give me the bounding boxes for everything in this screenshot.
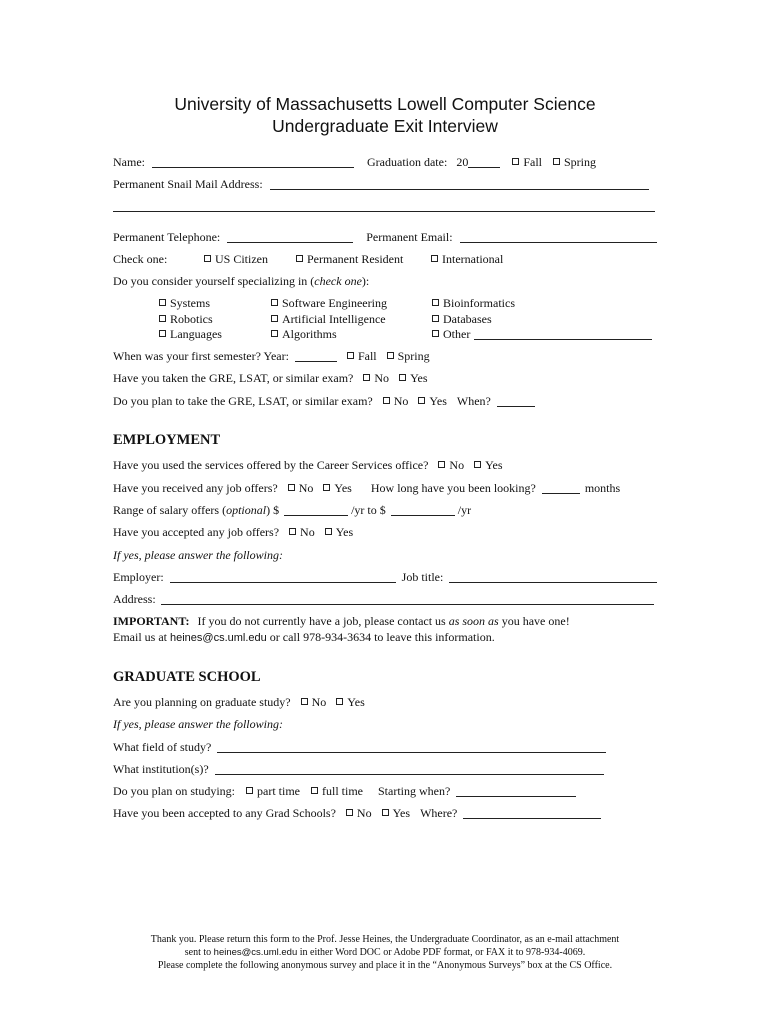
- international-option[interactable]: International: [431, 252, 503, 266]
- part-time-option[interactable]: part time: [246, 784, 300, 798]
- checkbox-icon[interactable]: [271, 315, 278, 322]
- permanent-resident-option[interactable]: Permanent Resident: [296, 252, 403, 266]
- field-of-study-field[interactable]: [217, 741, 606, 753]
- spec-algorithms[interactable]: Algorithms: [271, 327, 337, 341]
- checkbox-icon[interactable]: [346, 809, 353, 816]
- employer-address-row: Address:: [113, 592, 654, 606]
- address-row: [113, 177, 649, 191]
- grad-date-label: Graduation date:: [367, 155, 448, 169]
- checkbox-icon[interactable]: [347, 352, 354, 359]
- salary-min-field[interactable]: [284, 504, 348, 516]
- where-label: Where?: [420, 806, 458, 820]
- check-one-label: Check one:: [113, 252, 168, 266]
- job-title-field[interactable]: [449, 571, 657, 583]
- checkbox-icon[interactable]: [246, 787, 253, 794]
- name-label: Name:: [113, 155, 145, 169]
- institution-field[interactable]: [215, 763, 604, 775]
- checkbox-icon[interactable]: [432, 315, 439, 322]
- checkbox-icon[interactable]: [296, 255, 303, 262]
- first-semester-fall[interactable]: Fall: [347, 349, 377, 363]
- gre-taken-row: Have you taken the GRE, LSAT, or similar exam? No Yes: [113, 371, 428, 385]
- footer-line2: sent to heines@cs.uml.edu in either Word DOC or Adobe PDF format, or FAX it to 978-934-4069.: [184, 947, 586, 958]
- accepted-offers-yes[interactable]: Yes: [325, 525, 353, 539]
- checkbox-icon[interactable]: [159, 330, 166, 337]
- us-citizen-option[interactable]: US Citizen: [204, 252, 268, 266]
- employer-field[interactable]: [170, 571, 396, 583]
- name-field[interactable]: [152, 156, 354, 168]
- checkbox-icon[interactable]: [432, 330, 439, 337]
- full-time-option[interactable]: full time: [311, 784, 363, 798]
- spec-other-field[interactable]: [474, 328, 652, 340]
- grad-year-prefix: 20: [456, 155, 469, 169]
- first-semester-spring[interactable]: Spring: [387, 349, 430, 363]
- job-offers-yes[interactable]: Yes: [323, 481, 351, 495]
- grad-if-yes: If yes, please answer the following:: [113, 717, 283, 731]
- telephone-field[interactable]: [227, 231, 353, 243]
- checkbox-icon[interactable]: [204, 255, 211, 262]
- spec-robotics[interactable]: Robotics: [159, 312, 213, 326]
- grad-planning-row: Are you planning on graduate study? No Yes: [113, 695, 365, 709]
- checkbox-icon[interactable]: [323, 484, 330, 491]
- gre-plan-row: Do you plan to take the GRE, LSAT, or similar exam? No Yes When?: [113, 394, 535, 408]
- salary-row: Range of salary offers (optional) $ /yr to $ /yr: [113, 503, 472, 517]
- checkbox-icon[interactable]: [288, 484, 295, 491]
- checkbox-icon[interactable]: [474, 461, 481, 468]
- form-title-line1: University of Massachusetts Lowell Computer Science: [174, 94, 596, 114]
- telephone-label: Permanent Telephone:: [113, 230, 221, 244]
- grad-planning-no[interactable]: No: [301, 695, 327, 709]
- gre-plan-yes[interactable]: Yes: [418, 394, 446, 408]
- grad-spring-option[interactable]: Spring: [553, 155, 596, 169]
- job-offers-no[interactable]: No: [288, 481, 314, 495]
- checkbox-icon[interactable]: [301, 698, 308, 705]
- starting-label: Starting when?: [377, 784, 451, 798]
- checkbox-icon[interactable]: [387, 352, 394, 359]
- grad-planning-yes[interactable]: Yes: [336, 695, 364, 709]
- checkbox-icon[interactable]: [432, 299, 439, 306]
- footer-line3: Please complete the following anonymous survey and place it in the “Anonymous Surveys” box at the CS Office.: [157, 960, 613, 971]
- first-semester-row: When was your first semester? Year: Fall Spring: [113, 349, 430, 363]
- spec-software-engineering[interactable]: Software Engineering: [271, 296, 387, 310]
- checkbox-icon[interactable]: [553, 158, 560, 165]
- starting-field[interactable]: [456, 785, 576, 797]
- grad-fall-option[interactable]: Fall: [512, 155, 542, 169]
- spec-languages[interactable]: Languages: [159, 327, 222, 341]
- employer-row: Employer: Job title:: [113, 570, 657, 584]
- job-offers-row: Have you received any job offers? No Yes How long have you been looking? months: [113, 481, 621, 495]
- accepted-offers-no[interactable]: No: [289, 525, 315, 539]
- where-field[interactable]: [463, 807, 601, 819]
- grad-accepted-row: Have you been accepted to any Grad Schools? No Yes Where?: [113, 806, 601, 820]
- checkbox-icon[interactable]: [382, 809, 389, 816]
- first-semester-year-field[interactable]: [295, 350, 337, 362]
- checkbox-icon[interactable]: [159, 315, 166, 322]
- checkbox-icon[interactable]: [363, 374, 370, 381]
- how-long-label: How long have you been looking?: [370, 481, 536, 495]
- grad-accepted-yes[interactable]: Yes: [382, 806, 410, 820]
- footer-email-link[interactable]: heines@cs.uml.edu: [213, 947, 298, 958]
- grad-year-field[interactable]: [468, 156, 500, 168]
- specializing-question: Do you consider yourself specializing in (check one):: [113, 274, 370, 288]
- career-services-no[interactable]: No: [438, 458, 464, 472]
- employment-heading: EMPLOYMENT: [113, 432, 221, 448]
- form-title-line2: Undergraduate Exit Interview: [272, 116, 498, 136]
- checkbox-icon[interactable]: [271, 330, 278, 337]
- address-field-line2[interactable]: [113, 211, 655, 212]
- checkbox-icon[interactable]: [399, 374, 406, 381]
- spec-bioinformatics[interactable]: Bioinformatics: [432, 296, 515, 310]
- spec-artificial-intelligence[interactable]: Artificial Intelligence: [271, 312, 386, 326]
- checkbox-icon[interactable]: [325, 528, 332, 535]
- checkbox-icon[interactable]: [383, 397, 390, 404]
- footer-line1: Thank you. Please return this form to the Prof. Jesse Heines, the Undergraduate Coordinator, as an e-mail attachment: [150, 934, 620, 945]
- salary-max-field[interactable]: [391, 504, 455, 516]
- checkbox-icon[interactable]: [159, 299, 166, 306]
- spec-databases[interactable]: Databases: [432, 312, 492, 326]
- institution-row: What institution(s)?: [113, 762, 604, 776]
- grad-accepted-no[interactable]: No: [346, 806, 372, 820]
- email-link[interactable]: heines@cs.uml.edu: [170, 632, 267, 644]
- name-row: [113, 155, 596, 169]
- email-us-note: Email us at heines@cs.uml.edu or call 978-934-3634 to leave this information.: [113, 630, 495, 644]
- address-label: Permanent Snail Mail Address:: [113, 177, 263, 191]
- email-field[interactable]: [460, 231, 657, 243]
- checkbox-icon[interactable]: [271, 299, 278, 306]
- gre-when-label: When?: [456, 394, 491, 408]
- checkbox-icon[interactable]: [512, 158, 519, 165]
- gre-taken-no[interactable]: No: [363, 371, 389, 385]
- email-label: Permanent Email:: [366, 230, 453, 244]
- checkbox-icon[interactable]: [418, 397, 425, 404]
- grad-school-heading: GRADUATE SCHOOL: [113, 669, 261, 685]
- gre-when-field[interactable]: [497, 395, 535, 407]
- address-field[interactable]: [270, 178, 649, 190]
- months-label: months: [584, 481, 621, 495]
- spec-other[interactable]: Other: [432, 327, 652, 341]
- gre-taken-yes[interactable]: Yes: [399, 371, 427, 385]
- employment-if-yes: If yes, please answer the following:: [113, 548, 283, 562]
- field-of-study-row: What field of study?: [113, 740, 606, 754]
- career-services-yes[interactable]: Yes: [474, 458, 502, 472]
- checkbox-icon[interactable]: [431, 255, 438, 262]
- checkbox-icon[interactable]: [438, 461, 445, 468]
- employer-address-field[interactable]: [161, 593, 654, 605]
- checkbox-icon[interactable]: [289, 528, 296, 535]
- plan-studying-row: Do you plan on studying: part time full time Starting when?: [113, 784, 576, 798]
- checkbox-icon[interactable]: [336, 698, 343, 705]
- how-long-field[interactable]: [542, 482, 580, 494]
- important-note: IMPORTANT: If you do not currently have a job, please contact us as soon as you have one!: [113, 614, 570, 628]
- spec-systems[interactable]: Systems: [159, 296, 210, 310]
- career-services-row: Have you used the services offered by the Career Services office? No Yes: [113, 458, 503, 472]
- contact-row: [113, 230, 657, 244]
- gre-plan-no[interactable]: No: [383, 394, 409, 408]
- checkbox-icon[interactable]: [311, 787, 318, 794]
- accepted-offers-row: Have you accepted any job offers? No Yes: [113, 525, 354, 539]
